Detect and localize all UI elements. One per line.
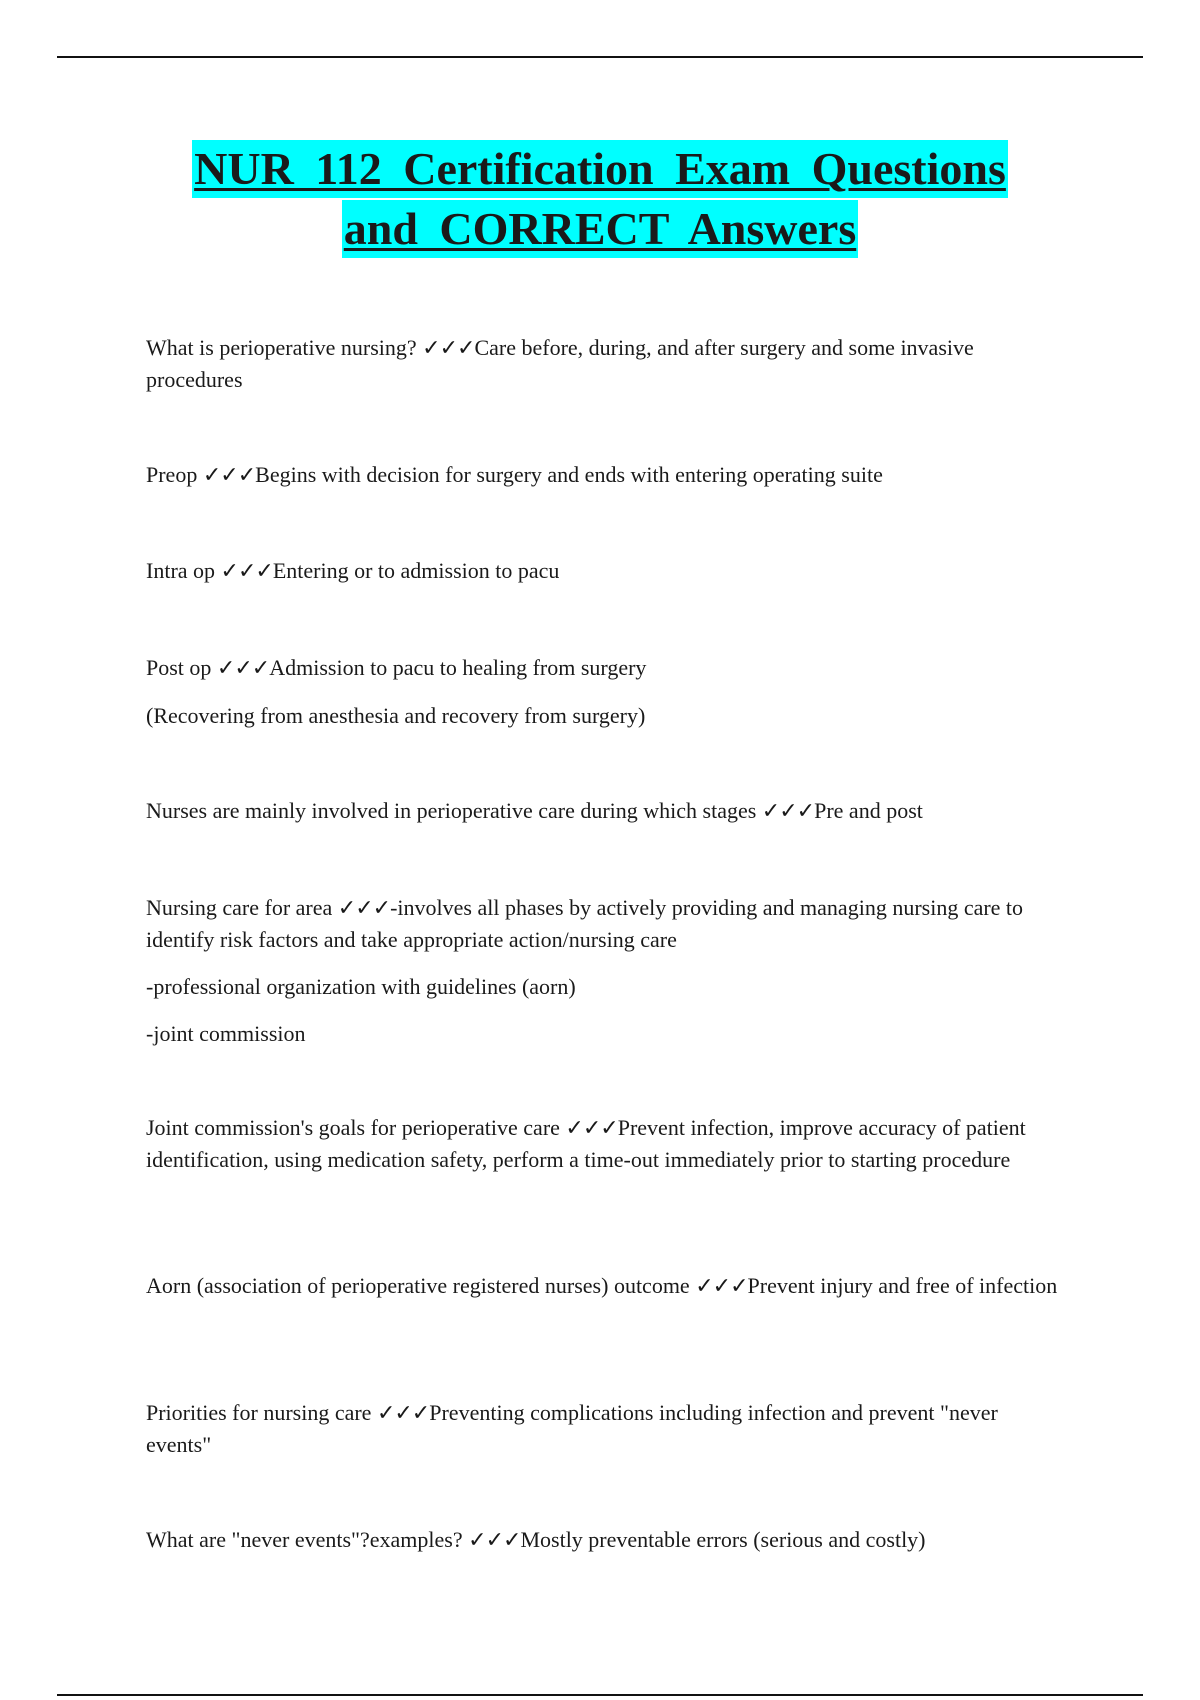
checkmark-icon: ✓✓✓	[202, 463, 256, 488]
answer-text: Mostly preventable errors (serious and costly)	[520, 1527, 926, 1552]
qa-text	[146, 332, 1066, 395]
answer-text: Preventing complications including infection and prevent "never events"	[146, 1400, 998, 1457]
header-rule	[57, 56, 1143, 58]
qa-item	[146, 1112, 1066, 1175]
qa-text	[146, 1270, 1066, 1302]
checkmark-icon: ✓✓✓	[422, 336, 475, 361]
page-title	[0, 140, 1200, 260]
qa-item	[146, 332, 1066, 395]
qa-item	[146, 892, 1066, 1049]
answer-extra-line: -joint commission	[146, 1021, 306, 1046]
question-text: Preop	[146, 462, 198, 487]
qa-item	[146, 1524, 1066, 1556]
title-line-1: NUR 112 Certification Exam Questions	[192, 140, 1008, 198]
qa-text	[146, 1397, 1066, 1460]
qa-text	[146, 1524, 1066, 1556]
answer-extra-line: -professional organization with guidelines (aorn)	[146, 974, 576, 999]
question-text: Post op	[146, 655, 212, 680]
qa-text	[146, 652, 1066, 684]
answer-text: Begins with decision for surgery and ends with entering operating suite	[255, 462, 883, 487]
question-text: Joint commission's goals for perioperative care	[146, 1115, 560, 1140]
title-line-2: and CORRECT Answers	[342, 200, 858, 258]
checkmark-icon: ✓✓✓	[695, 1274, 748, 1299]
qa-item	[146, 1270, 1066, 1302]
checkmark-icon: ✓✓✓	[565, 1116, 618, 1141]
qa-item	[146, 1397, 1066, 1460]
footer-rule	[57, 1694, 1143, 1696]
qa-text	[146, 459, 1066, 491]
question-text: Aorn (association of perioperative registered nurses) outcome	[146, 1273, 690, 1298]
question-text: Priorities for nursing care	[146, 1400, 372, 1425]
checkmark-icon: ✓✓✓	[337, 896, 391, 921]
question-text: Nurses are mainly involved in perioperative care during which stages	[146, 798, 757, 823]
answer-text: Prevent injury and free of infection	[747, 1273, 1058, 1298]
question-text: Nursing care for area	[146, 895, 333, 920]
checkmark-icon: ✓✓✓	[468, 1528, 521, 1553]
answer-text: Care before, during, and after surgery and some invasive procedures	[146, 335, 974, 392]
checkmark-icon: ✓✓✓	[376, 1401, 430, 1426]
qa-text	[146, 555, 1066, 587]
qa-item	[146, 555, 1066, 587]
qa-item	[146, 459, 1066, 491]
answer-text: Prevent infection, improve accuracy of patient identification, using medication safety, perform a time-out immediately prior to starting procedure	[146, 1115, 1026, 1172]
answer-text: Admission to pacu to healing from surgery	[269, 655, 647, 680]
question-text: Intra op	[146, 558, 216, 583]
answer-text: Entering or to admission to pacu	[272, 558, 560, 583]
checkmark-icon: ✓✓✓	[761, 799, 815, 824]
qa-item	[146, 795, 1066, 827]
answer-text: -involves all phases by actively providing and managing nursing care to identify risk factors and take appropriate action/nursing care	[146, 895, 1024, 952]
answer-extra-line: (Recovering from anesthesia and recovery from surgery)	[146, 703, 646, 728]
qa-item	[146, 652, 1066, 731]
question-text: What are "never events"?examples?	[146, 1527, 463, 1552]
checkmark-icon: ✓✓✓	[216, 656, 270, 681]
answer-text: Pre and post	[814, 798, 923, 823]
question-text: What is perioperative nursing?	[146, 335, 417, 360]
qa-text	[146, 892, 1066, 955]
qa-text	[146, 1112, 1066, 1175]
qa-text	[146, 795, 1066, 827]
checkmark-icon: ✓✓✓	[220, 559, 273, 584]
